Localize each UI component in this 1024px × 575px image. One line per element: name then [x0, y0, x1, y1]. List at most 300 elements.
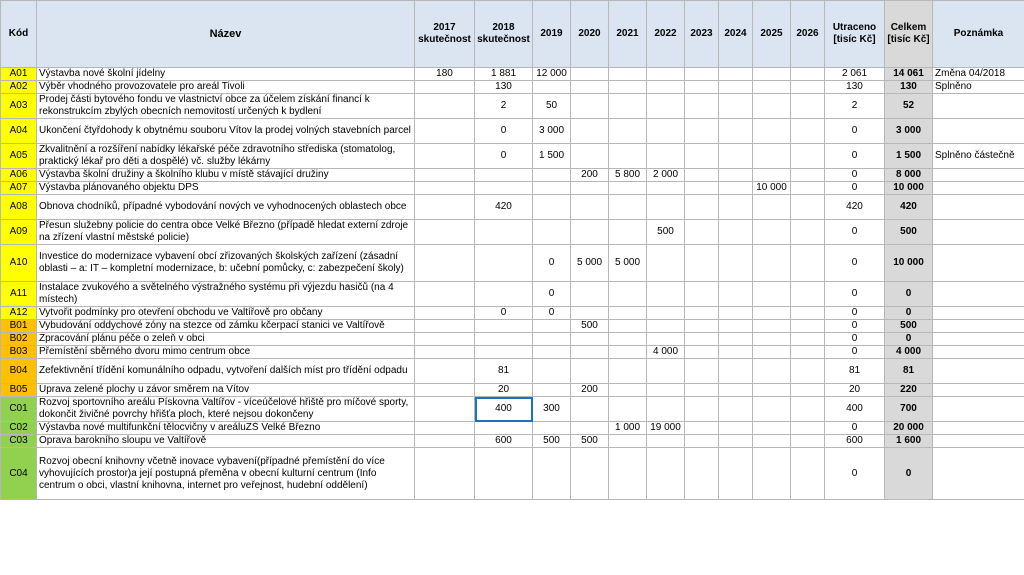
- cell-2017[interactable]: [415, 81, 475, 94]
- cell-2019[interactable]: [533, 220, 571, 245]
- cell-2026[interactable]: [791, 397, 825, 422]
- cell-2017[interactable]: [415, 397, 475, 422]
- cell-2021[interactable]: [609, 68, 647, 81]
- cell-note[interactable]: [933, 119, 1024, 144]
- cell-total[interactable]: 0: [885, 282, 933, 307]
- cell-2023[interactable]: [685, 422, 719, 435]
- cell-2023[interactable]: [685, 435, 719, 448]
- header-2018[interactable]: 2018 skutečnost: [475, 1, 533, 68]
- cell-2019[interactable]: 3 000: [533, 119, 571, 144]
- cell-2019[interactable]: [533, 169, 571, 182]
- cell-2021[interactable]: [609, 333, 647, 346]
- cell-2017[interactable]: 180: [415, 68, 475, 81]
- cell-2022[interactable]: 2 000: [647, 169, 685, 182]
- cell-spent[interactable]: 0: [825, 422, 885, 435]
- cell-2023[interactable]: [685, 245, 719, 282]
- cell-2018[interactable]: [475, 333, 533, 346]
- cell-2018[interactable]: 600: [475, 435, 533, 448]
- cell-spent[interactable]: 0: [825, 220, 885, 245]
- cell-name[interactable]: Výběr vhodného provozovatele pro areál Tivoli: [37, 81, 415, 94]
- cell-2021[interactable]: 1 000: [609, 422, 647, 435]
- cell-2026[interactable]: [791, 220, 825, 245]
- cell-spent[interactable]: 0: [825, 346, 885, 359]
- cell-2018[interactable]: 1 881: [475, 68, 533, 81]
- cell-code[interactable]: A10: [1, 245, 37, 282]
- cell-2025[interactable]: [753, 245, 791, 282]
- cell-2023[interactable]: [685, 346, 719, 359]
- cell-spent[interactable]: 600: [825, 435, 885, 448]
- cell-spent[interactable]: 130: [825, 81, 885, 94]
- cell-2025[interactable]: [753, 94, 791, 119]
- cell-2023[interactable]: [685, 119, 719, 144]
- cell-2023[interactable]: [685, 94, 719, 119]
- cell-total[interactable]: 0: [885, 448, 933, 500]
- cell-2024[interactable]: [719, 68, 753, 81]
- cell-2024[interactable]: [719, 282, 753, 307]
- cell-note[interactable]: Splněno: [933, 81, 1024, 94]
- cell-2020[interactable]: 500: [571, 435, 609, 448]
- cell-2017[interactable]: [415, 195, 475, 220]
- cell-total[interactable]: 52: [885, 94, 933, 119]
- cell-note[interactable]: [933, 333, 1024, 346]
- cell-2017[interactable]: [415, 282, 475, 307]
- cell-total[interactable]: 10 000: [885, 245, 933, 282]
- cell-spent[interactable]: 0: [825, 169, 885, 182]
- cell-2021[interactable]: [609, 307, 647, 320]
- cell-2025[interactable]: [753, 359, 791, 384]
- cell-2019[interactable]: 50: [533, 94, 571, 119]
- cell-2022[interactable]: [647, 182, 685, 195]
- cell-2025[interactable]: [753, 282, 791, 307]
- cell-spent[interactable]: 2 061: [825, 68, 885, 81]
- cell-2024[interactable]: [719, 359, 753, 384]
- cell-2017[interactable]: [415, 220, 475, 245]
- cell-2026[interactable]: [791, 68, 825, 81]
- header-2019[interactable]: 2019: [533, 1, 571, 68]
- cell-2024[interactable]: [719, 94, 753, 119]
- cell-2026[interactable]: [791, 182, 825, 195]
- cell-2026[interactable]: [791, 333, 825, 346]
- cell-spent[interactable]: 0: [825, 448, 885, 500]
- cell-2022[interactable]: [647, 448, 685, 500]
- cell-total[interactable]: 14 061: [885, 68, 933, 81]
- cell-2022[interactable]: [647, 81, 685, 94]
- cell-2022[interactable]: [647, 359, 685, 384]
- cell-2019[interactable]: [533, 448, 571, 500]
- cell-2021[interactable]: [609, 346, 647, 359]
- cell-spent[interactable]: 0: [825, 119, 885, 144]
- cell-2018[interactable]: [475, 220, 533, 245]
- cell-note[interactable]: [933, 220, 1024, 245]
- cell-2026[interactable]: [791, 245, 825, 282]
- cell-note[interactable]: [933, 307, 1024, 320]
- cell-2021[interactable]: [609, 359, 647, 384]
- cell-name[interactable]: Instalace zvukového a světelného výstražného systému při výjezdu hasičů (na 4 místech): [37, 282, 415, 307]
- header-total[interactable]: Celkem [tisíc Kč]: [885, 1, 933, 68]
- cell-total[interactable]: 130: [885, 81, 933, 94]
- cell-code[interactable]: A07: [1, 182, 37, 195]
- cell-code[interactable]: A01: [1, 68, 37, 81]
- cell-note[interactable]: [933, 397, 1024, 422]
- header-2017[interactable]: 2017 skutečnost: [415, 1, 475, 68]
- cell-2024[interactable]: [719, 346, 753, 359]
- cell-2021[interactable]: [609, 448, 647, 500]
- cell-note[interactable]: [933, 169, 1024, 182]
- header-2025[interactable]: 2025: [753, 1, 791, 68]
- cell-2020[interactable]: [571, 397, 609, 422]
- cell-2022[interactable]: [647, 144, 685, 169]
- cell-name[interactable]: Zefektivnění třídění komunálního odpadu, vytvoření dalších míst pro třídění odpadu: [37, 359, 415, 384]
- cell-note[interactable]: [933, 245, 1024, 282]
- cell-2025[interactable]: [753, 422, 791, 435]
- cell-note[interactable]: [933, 182, 1024, 195]
- cell-2021[interactable]: [609, 384, 647, 397]
- cell-code[interactable]: A12: [1, 307, 37, 320]
- cell-2021[interactable]: [609, 119, 647, 144]
- cell-2018[interactable]: 0: [475, 144, 533, 169]
- cell-spent[interactable]: 0: [825, 182, 885, 195]
- cell-2019[interactable]: [533, 195, 571, 220]
- cell-name[interactable]: Rozvoj sportovního areálu Pískovna Valtířov - víceúčelové hřiště pro míčové sporty, dokončit živičné povrchy hřišťa ploch, které nejsou dokončeny: [37, 397, 415, 422]
- cell-2024[interactable]: [719, 169, 753, 182]
- cell-2018[interactable]: [475, 320, 533, 333]
- cell-2019[interactable]: [533, 81, 571, 94]
- cell-2025[interactable]: [753, 68, 791, 81]
- cell-name[interactable]: Vytvořit podmínky pro otevření obchodu ve Valtířově pro občany: [37, 307, 415, 320]
- cell-spent[interactable]: 0: [825, 282, 885, 307]
- cell-code[interactable]: C02: [1, 422, 37, 435]
- cell-2017[interactable]: [415, 384, 475, 397]
- cell-2020[interactable]: 5 000: [571, 245, 609, 282]
- cell-2020[interactable]: [571, 144, 609, 169]
- cell-2023[interactable]: [685, 68, 719, 81]
- header-spent[interactable]: Utraceno [tisíc Kč]: [825, 1, 885, 68]
- header-2026[interactable]: 2026: [791, 1, 825, 68]
- cell-note[interactable]: [933, 422, 1024, 435]
- cell-2023[interactable]: [685, 81, 719, 94]
- cell-2020[interactable]: 500: [571, 320, 609, 333]
- cell-code[interactable]: C03: [1, 435, 37, 448]
- cell-2023[interactable]: [685, 320, 719, 333]
- cell-note[interactable]: Změna 04/2018: [933, 68, 1024, 81]
- cell-2026[interactable]: [791, 448, 825, 500]
- cell-note[interactable]: [933, 346, 1024, 359]
- cell-2023[interactable]: [685, 384, 719, 397]
- cell-2021[interactable]: [609, 397, 647, 422]
- cell-2026[interactable]: [791, 195, 825, 220]
- cell-spent[interactable]: 81: [825, 359, 885, 384]
- cell-2022[interactable]: [647, 333, 685, 346]
- cell-note[interactable]: [933, 435, 1024, 448]
- cell-2017[interactable]: [415, 245, 475, 282]
- cell-spent[interactable]: 0: [825, 245, 885, 282]
- cell-total[interactable]: 1 500: [885, 144, 933, 169]
- cell-2018[interactable]: [475, 282, 533, 307]
- cell-2020[interactable]: 200: [571, 384, 609, 397]
- cell-2017[interactable]: [415, 333, 475, 346]
- cell-2017[interactable]: [415, 320, 475, 333]
- cell-2017[interactable]: [415, 359, 475, 384]
- cell-2018[interactable]: [475, 422, 533, 435]
- cell-2018[interactable]: [475, 182, 533, 195]
- cell-2019[interactable]: 300: [533, 397, 571, 422]
- cell-2021[interactable]: [609, 81, 647, 94]
- cell-2026[interactable]: [791, 119, 825, 144]
- cell-total[interactable]: 500: [885, 320, 933, 333]
- cell-name[interactable]: Výstavba nové školní jídelny: [37, 68, 415, 81]
- cell-code[interactable]: B03: [1, 346, 37, 359]
- cell-2018[interactable]: 81: [475, 359, 533, 384]
- cell-code[interactable]: A08: [1, 195, 37, 220]
- cell-spent[interactable]: 0: [825, 144, 885, 169]
- cell-2019[interactable]: [533, 320, 571, 333]
- cell-total[interactable]: 10 000: [885, 182, 933, 195]
- cell-2023[interactable]: [685, 282, 719, 307]
- cell-2025[interactable]: [753, 435, 791, 448]
- cell-2020[interactable]: [571, 359, 609, 384]
- cell-2022[interactable]: [647, 320, 685, 333]
- cell-2024[interactable]: [719, 320, 753, 333]
- cell-2024[interactable]: [719, 435, 753, 448]
- cell-name[interactable]: Výstavba plánovaného objektu DPS: [37, 182, 415, 195]
- cell-2018[interactable]: [475, 169, 533, 182]
- cell-2017[interactable]: [415, 448, 475, 500]
- cell-2020[interactable]: [571, 333, 609, 346]
- cell-2017[interactable]: [415, 307, 475, 320]
- cell-name[interactable]: Výstavba školní družiny a školního klubu v místě stávající družiny: [37, 169, 415, 182]
- header-2022[interactable]: 2022: [647, 1, 685, 68]
- cell-2024[interactable]: [719, 422, 753, 435]
- cell-2019[interactable]: [533, 182, 571, 195]
- cell-2017[interactable]: [415, 144, 475, 169]
- cell-spent[interactable]: 400: [825, 397, 885, 422]
- cell-2024[interactable]: [719, 119, 753, 144]
- cell-2020[interactable]: [571, 119, 609, 144]
- cell-2021[interactable]: 5 800: [609, 169, 647, 182]
- cell-2018[interactable]: 400: [475, 397, 533, 422]
- cell-code[interactable]: A04: [1, 119, 37, 144]
- cell-2022[interactable]: [647, 68, 685, 81]
- cell-code[interactable]: B02: [1, 333, 37, 346]
- cell-code[interactable]: C04: [1, 448, 37, 500]
- cell-note[interactable]: [933, 320, 1024, 333]
- cell-2021[interactable]: [609, 195, 647, 220]
- cell-2026[interactable]: [791, 307, 825, 320]
- cell-2025[interactable]: [753, 169, 791, 182]
- cell-code[interactable]: A09: [1, 220, 37, 245]
- cell-2018[interactable]: 130: [475, 81, 533, 94]
- cell-2019[interactable]: [533, 333, 571, 346]
- cell-2017[interactable]: [415, 94, 475, 119]
- cell-name[interactable]: Investice do modernizace vybavení obcí zřizovaných školských zařízení (zásadní oblasti – a: IT – kompletní modernizace, b: učební pomůcky, c: zabezpečení školy): [37, 245, 415, 282]
- cell-2021[interactable]: [609, 320, 647, 333]
- cell-2025[interactable]: [753, 307, 791, 320]
- cell-note[interactable]: Splněno částečně: [933, 144, 1024, 169]
- cell-2020[interactable]: [571, 220, 609, 245]
- cell-2019[interactable]: 500: [533, 435, 571, 448]
- cell-code[interactable]: A11: [1, 282, 37, 307]
- cell-2022[interactable]: [647, 94, 685, 119]
- cell-2026[interactable]: [791, 422, 825, 435]
- cell-2018[interactable]: [475, 245, 533, 282]
- cell-2025[interactable]: 10 000: [753, 182, 791, 195]
- cell-total[interactable]: 0: [885, 333, 933, 346]
- cell-code[interactable]: A03: [1, 94, 37, 119]
- cell-2020[interactable]: [571, 422, 609, 435]
- cell-2026[interactable]: [791, 320, 825, 333]
- cell-2019[interactable]: [533, 359, 571, 384]
- cell-name[interactable]: Oprava barokního sloupu ve Valtířově: [37, 435, 415, 448]
- cell-2020[interactable]: [571, 182, 609, 195]
- cell-2023[interactable]: [685, 448, 719, 500]
- cell-2020[interactable]: 200: [571, 169, 609, 182]
- cell-2025[interactable]: [753, 320, 791, 333]
- cell-2026[interactable]: [791, 435, 825, 448]
- cell-2026[interactable]: [791, 282, 825, 307]
- cell-total[interactable]: 81: [885, 359, 933, 384]
- cell-name[interactable]: Přemístění sběrného dvoru mimo centrum obce: [37, 346, 415, 359]
- cell-2025[interactable]: [753, 144, 791, 169]
- cell-2020[interactable]: [571, 282, 609, 307]
- cell-code[interactable]: C01: [1, 397, 37, 422]
- cell-2020[interactable]: [571, 195, 609, 220]
- cell-2024[interactable]: [719, 220, 753, 245]
- cell-spent[interactable]: 0: [825, 333, 885, 346]
- cell-2018[interactable]: 420: [475, 195, 533, 220]
- header-2020[interactable]: 2020: [571, 1, 609, 68]
- cell-2024[interactable]: [719, 307, 753, 320]
- cell-note[interactable]: [933, 195, 1024, 220]
- cell-code[interactable]: A06: [1, 169, 37, 182]
- cell-spent[interactable]: 0: [825, 320, 885, 333]
- cell-2023[interactable]: [685, 169, 719, 182]
- cell-2020[interactable]: [571, 307, 609, 320]
- cell-2023[interactable]: [685, 144, 719, 169]
- cell-spent[interactable]: 2: [825, 94, 885, 119]
- cell-2019[interactable]: 0: [533, 245, 571, 282]
- cell-2022[interactable]: [647, 435, 685, 448]
- cell-2022[interactable]: 19 000: [647, 422, 685, 435]
- cell-2019[interactable]: 12 000: [533, 68, 571, 81]
- cell-2024[interactable]: [719, 182, 753, 195]
- cell-total[interactable]: 8 000: [885, 169, 933, 182]
- cell-2018[interactable]: 2: [475, 94, 533, 119]
- header-code[interactable]: Kód: [1, 1, 37, 68]
- cell-2023[interactable]: [685, 307, 719, 320]
- cell-name[interactable]: Vybudování oddychové zóny na stezce od zámku kčerpací stanici ve Valtířově: [37, 320, 415, 333]
- cell-2021[interactable]: [609, 435, 647, 448]
- cell-2023[interactable]: [685, 333, 719, 346]
- cell-2020[interactable]: [571, 68, 609, 81]
- cell-2025[interactable]: [753, 195, 791, 220]
- cell-code[interactable]: B05: [1, 384, 37, 397]
- cell-note[interactable]: [933, 282, 1024, 307]
- cell-total[interactable]: 0: [885, 307, 933, 320]
- cell-2019[interactable]: 1 500: [533, 144, 571, 169]
- cell-2026[interactable]: [791, 94, 825, 119]
- cell-2022[interactable]: [647, 397, 685, 422]
- header-2023[interactable]: 2023: [685, 1, 719, 68]
- cell-2023[interactable]: [685, 195, 719, 220]
- cell-2023[interactable]: [685, 220, 719, 245]
- cell-spent[interactable]: 20: [825, 384, 885, 397]
- cell-2021[interactable]: [609, 220, 647, 245]
- cell-2025[interactable]: [753, 384, 791, 397]
- cell-2022[interactable]: [647, 384, 685, 397]
- cell-name[interactable]: Rozvoj obecní knihovny včetně inovace vybavení(případné přemístění do více vyhovujících prostor)a její postupná přeměna v obecní kulturní centrum (Info centrum o obci, vlastní knihovna, internet pro veřejnost, hudební oddělení): [37, 448, 415, 500]
- cell-total[interactable]: 4 000: [885, 346, 933, 359]
- cell-total[interactable]: 20 000: [885, 422, 933, 435]
- cell-2024[interactable]: [719, 384, 753, 397]
- cell-total[interactable]: 500: [885, 220, 933, 245]
- cell-2017[interactable]: [415, 119, 475, 144]
- cell-2018[interactable]: [475, 448, 533, 500]
- cell-2025[interactable]: [753, 220, 791, 245]
- cell-2023[interactable]: [685, 359, 719, 384]
- cell-2025[interactable]: [753, 448, 791, 500]
- cell-2022[interactable]: [647, 195, 685, 220]
- cell-name[interactable]: Zkvalitnění a rozšíření nabídky lékařské péče zdravotního střediska (stomatolog, praktický lékař pro děti a dospělé) vč. služby lékárny: [37, 144, 415, 169]
- cell-name[interactable]: Přesun služebny policie do centra obce Velké Březno (případě hledat externí zdroje na zřízení vlastní městské policie): [37, 220, 415, 245]
- cell-total[interactable]: 420: [885, 195, 933, 220]
- cell-code[interactable]: B04: [1, 359, 37, 384]
- cell-2026[interactable]: [791, 384, 825, 397]
- cell-2018[interactable]: 0: [475, 307, 533, 320]
- cell-2026[interactable]: [791, 144, 825, 169]
- cell-2017[interactable]: [415, 435, 475, 448]
- cell-2022[interactable]: [647, 245, 685, 282]
- cell-2019[interactable]: 0: [533, 307, 571, 320]
- cell-2021[interactable]: [609, 94, 647, 119]
- cell-note[interactable]: [933, 359, 1024, 384]
- cell-2020[interactable]: [571, 448, 609, 500]
- cell-2017[interactable]: [415, 422, 475, 435]
- cell-2025[interactable]: [753, 81, 791, 94]
- cell-2026[interactable]: [791, 359, 825, 384]
- cell-spent[interactable]: 0: [825, 307, 885, 320]
- cell-total[interactable]: 3 000: [885, 119, 933, 144]
- cell-2018[interactable]: 0: [475, 119, 533, 144]
- cell-2019[interactable]: [533, 346, 571, 359]
- cell-2025[interactable]: [753, 333, 791, 346]
- cell-2022[interactable]: [647, 282, 685, 307]
- header-2021[interactable]: 2021: [609, 1, 647, 68]
- cell-2024[interactable]: [719, 448, 753, 500]
- cell-2021[interactable]: [609, 144, 647, 169]
- cell-code[interactable]: A02: [1, 81, 37, 94]
- cell-2025[interactable]: [753, 119, 791, 144]
- cell-total[interactable]: 220: [885, 384, 933, 397]
- cell-2025[interactable]: [753, 397, 791, 422]
- cell-total[interactable]: 700: [885, 397, 933, 422]
- cell-note[interactable]: [933, 384, 1024, 397]
- cell-2017[interactable]: [415, 182, 475, 195]
- cell-2021[interactable]: [609, 282, 647, 307]
- cell-name[interactable]: Obnova chodníků, případné vybodování nových ve vyhodnocených oblastech obce: [37, 195, 415, 220]
- cell-2024[interactable]: [719, 245, 753, 282]
- cell-name[interactable]: Ukončení čtyřdohody k obytnému souboru Vítov la prodej volných stavebních parcel: [37, 119, 415, 144]
- cell-2019[interactable]: [533, 422, 571, 435]
- cell-note[interactable]: [933, 94, 1024, 119]
- cell-2025[interactable]: [753, 346, 791, 359]
- cell-2026[interactable]: [791, 169, 825, 182]
- cell-note[interactable]: [933, 448, 1024, 500]
- cell-2024[interactable]: [719, 195, 753, 220]
- cell-2018[interactable]: [475, 346, 533, 359]
- cell-code[interactable]: B01: [1, 320, 37, 333]
- cell-2022[interactable]: 4 000: [647, 346, 685, 359]
- cell-2024[interactable]: [719, 144, 753, 169]
